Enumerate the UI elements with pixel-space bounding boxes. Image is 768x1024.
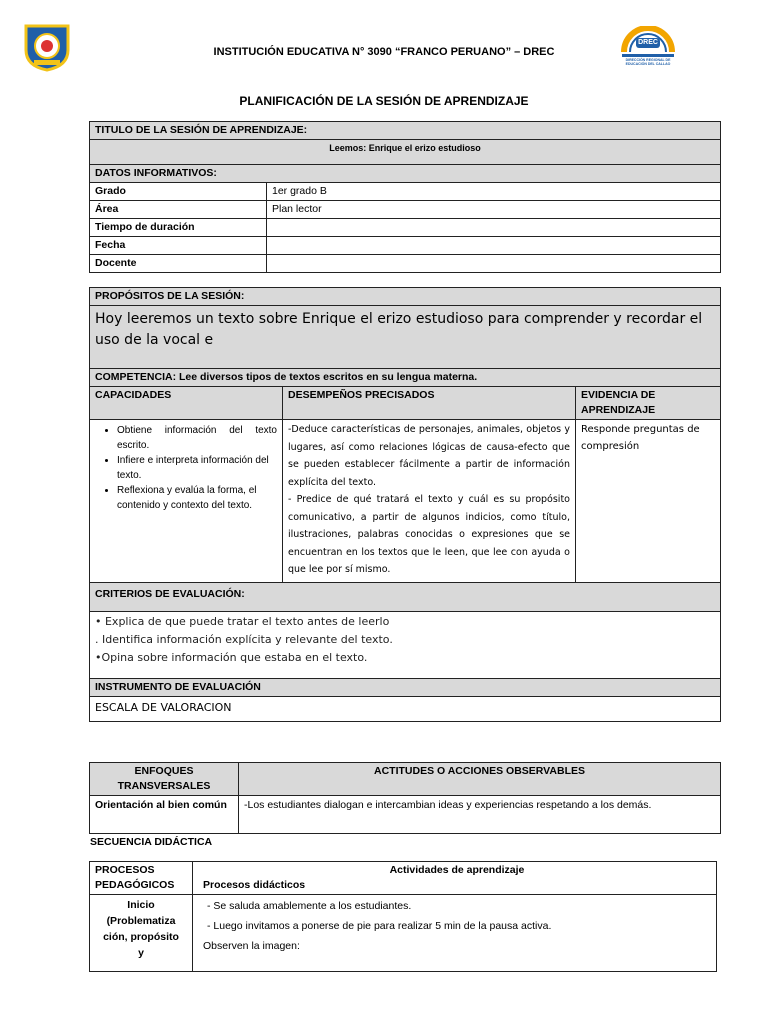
evidencia-cell: Responde preguntas de compresión: [576, 420, 721, 583]
capacidades-list: [95, 423, 277, 513]
area-value: Plan lector: [267, 201, 721, 219]
area-label: Área: [90, 201, 267, 219]
list-item: • Reflexiona y evalúa la forma, el contenido y contexto del texto.: [117, 483, 277, 513]
duracion-label: Tiempo de duración: [90, 219, 267, 237]
drec-logo-subtitle: DIRECCIÓN REGIONAL DE EDUCACIÓN DEL CALLAO: [625, 58, 671, 66]
fecha-value: [267, 237, 721, 255]
inicio-line: - Se saluda amablemente a los estudiantes.: [207, 900, 412, 912]
orientacion-value: -Los estudiantes dialogan e intercambian ideas y experiencias respetando a los demás.: [239, 796, 721, 834]
enfoques-table: [89, 762, 721, 834]
info-label: DATOS INFORMATIVOS:: [90, 165, 721, 183]
orientacion-label: Orientación al bien común: [90, 796, 239, 834]
instrumento-value: ESCALA DE VALORACION: [90, 697, 721, 722]
list-item: • Infiere e interpreta información del texto.: [117, 453, 277, 483]
actitudes-header: ACTITUDES O ACCIONES OBSERVABLES: [239, 763, 721, 796]
secuencia-table: [89, 861, 717, 972]
criterio-item: . Identifica información explícita y relevante del texto.: [95, 633, 393, 646]
fecha-label: Fecha: [90, 237, 267, 255]
criterio-item: •Opina sobre información que estaba en el texto.: [95, 651, 368, 664]
inicio-line: - Luego invitamos a ponerse de pie para realizar 5 min de la pausa activa.: [207, 920, 552, 932]
list-item: • Obtiene información del texto escrito.: [117, 423, 277, 453]
institution-name: INSTITUCIÓN EDUCATIVA N° 3090 “FRANCO PERUANO” – DREC: [213, 46, 555, 58]
enfoques-header: ENFOQUES TRANSVERSALES: [90, 763, 239, 796]
criterio-item: • Explica de que puede tratar el texto antes de leerlo: [95, 615, 390, 628]
grado-value: 1er grado B: [267, 183, 721, 201]
grado-label: Grado: [90, 183, 267, 201]
actividades-header: Actividades de aprendizaje: [389, 864, 525, 876]
procesos-header: PROCESOS PEDAGÓGICOS: [90, 862, 193, 895]
inicio-label: Inicio (Problematiza ción, propósito y: [90, 895, 193, 972]
competencia-label: COMPETENCIA: Lee diversos tipos de textos escritos en su lengua materna.: [90, 369, 721, 387]
drec-logo: [616, 26, 680, 72]
inicio-line: Observen la imagen:: [203, 940, 300, 952]
purpose-label: PROPÓSITOS DE LA SESIÓN:: [90, 288, 721, 306]
capacidades-cell: [90, 420, 283, 583]
purpose-text: Hoy leeremos un texto sobre Enrique el erizo estudioso para comprender y recordar el uso de la vocal e: [90, 306, 721, 369]
capacidades-header: CAPACIDADES: [90, 387, 283, 420]
session-title-value: Leemos: Enrique el erizo estudioso: [90, 140, 721, 165]
purpose-table: [89, 287, 721, 722]
session-info-table: [89, 121, 721, 273]
secuencia-label: SECUENCIA DIDÁCTICA: [90, 836, 213, 848]
actividades-header-cell: [193, 862, 717, 895]
inicio-cell: [193, 895, 717, 972]
docente-label: Docente: [90, 255, 267, 273]
duracion-value: [267, 219, 721, 237]
instrumento-label: INSTRUMENTO DE EVALUACIÓN: [90, 679, 721, 697]
desempenos-cell: [283, 420, 576, 583]
docente-value: [267, 255, 721, 273]
criterios-label: CRITERIOS DE EVALUACIÓN:: [90, 583, 721, 612]
drec-logo-text: DREC: [638, 39, 658, 46]
document-title: PLANIFICACIÓN DE LA SESIÓN DE APRENDIZAJE: [239, 94, 529, 108]
desempeno-2: - Predice de qué tratará el texto y cuál es su propósito comunicativo, a partir de algunos indicios, como título, ilustraciones, palabras conocidas o expresiones que se encuentran en los textos que le leen, que lee con ayuda o que lee por sí mismo.: [288, 494, 570, 575]
desempeno-1: -Deduce características de personajes, animales, objetos y lugares, así como relaciones lógicas de causa-efecto que se pueden establecer fácilmente a partir de información explícita del texto.: [288, 424, 570, 488]
criterios-cell: [90, 612, 721, 679]
session-title-label: TITULO DE LA SESIÓN DE APRENDIZAJE:: [90, 122, 721, 140]
desempenos-header: DESEMPEÑOS PRECISADOS: [283, 387, 576, 420]
evidencia-header: EVIDENCIA DE APRENDIZAJE: [576, 387, 721, 420]
procesos-didacticos-header: Procesos didácticos: [203, 879, 306, 891]
